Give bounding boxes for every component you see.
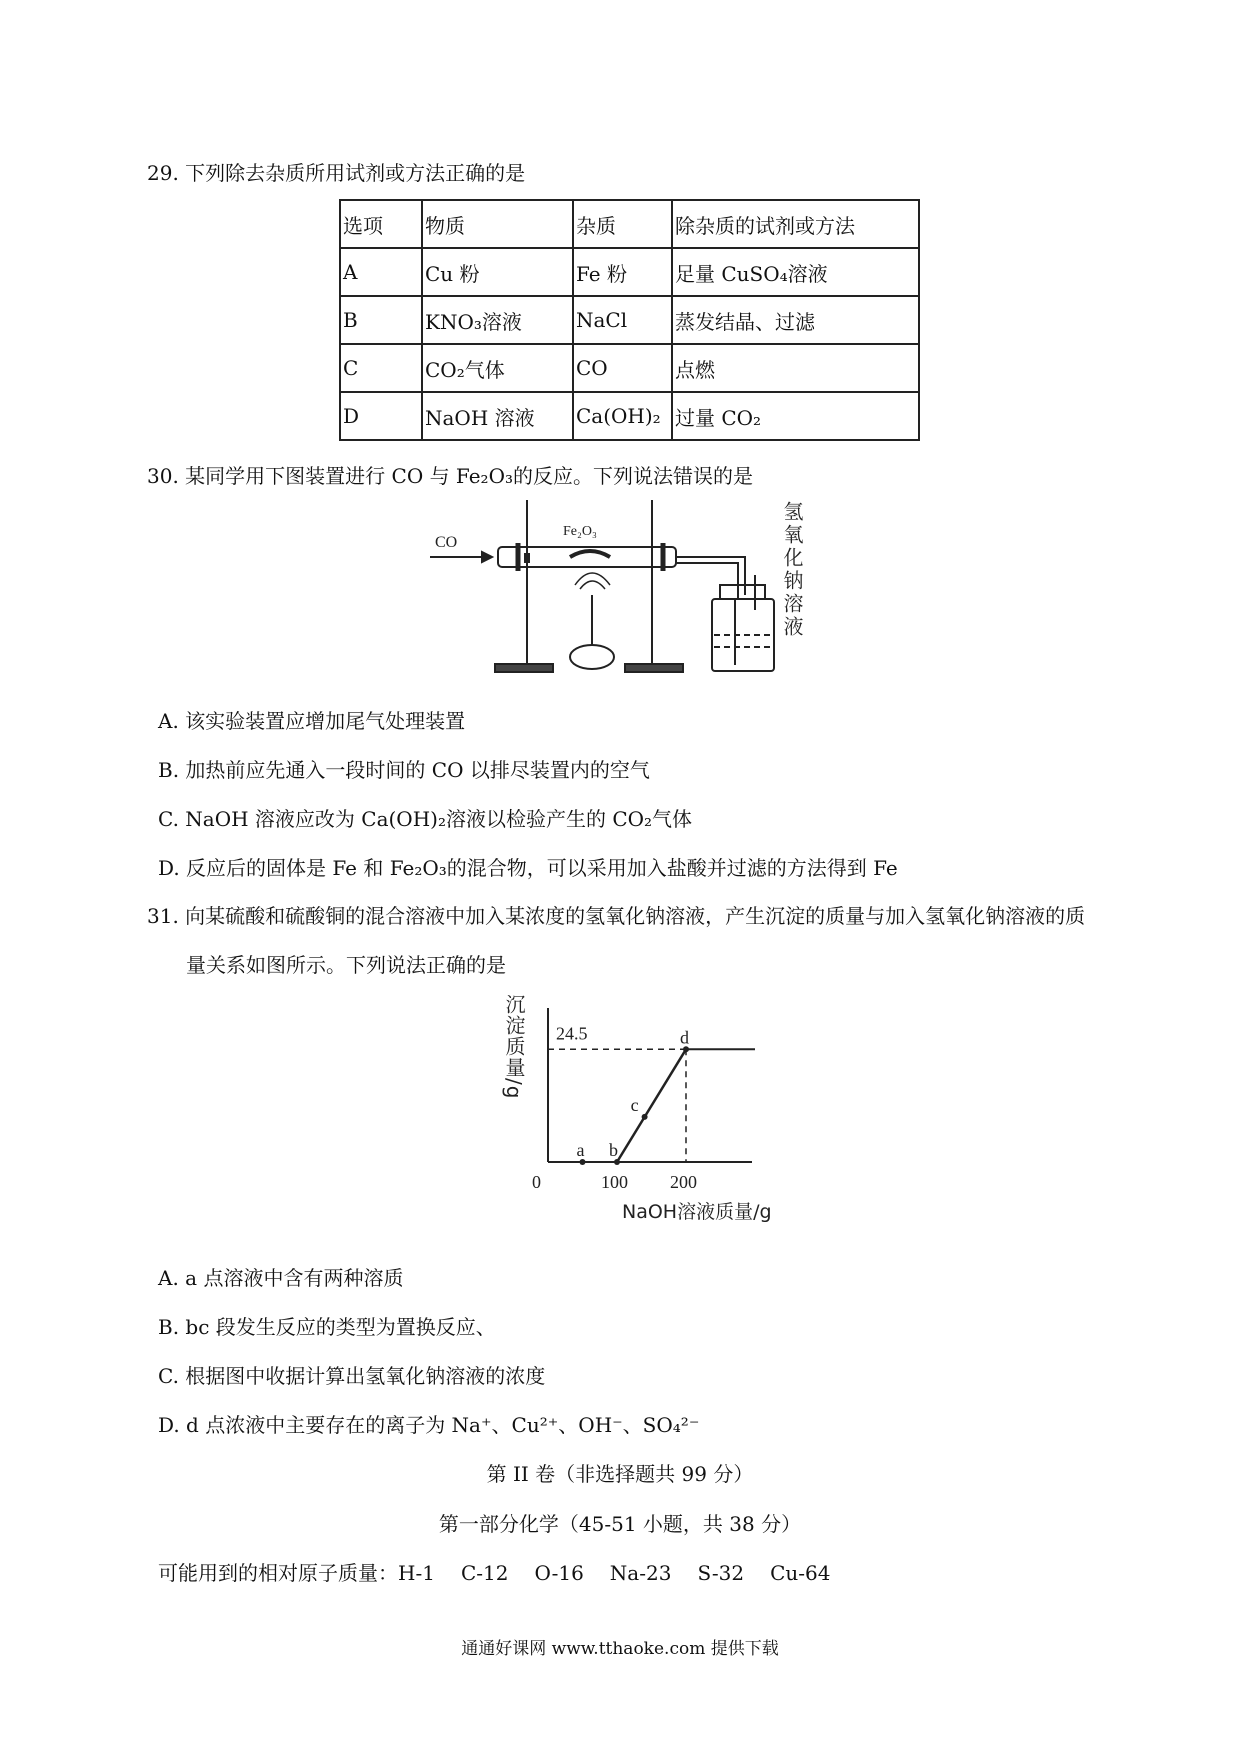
burner-base bbox=[570, 645, 614, 669]
bottle-stopper bbox=[720, 585, 765, 599]
table-header-cell: 杂质 bbox=[573, 200, 672, 248]
impurity-table bbox=[339, 199, 920, 441]
point-label-c: c bbox=[630, 1094, 639, 1115]
table-cell: C bbox=[340, 344, 422, 392]
fe2o3-powder bbox=[570, 551, 610, 557]
gas-label: CO bbox=[435, 534, 458, 551]
table-cell: 点燃 bbox=[672, 344, 919, 392]
graph-xlabel: NaOH溶液质量/g bbox=[622, 1201, 772, 1223]
precipitate-graph bbox=[500, 990, 820, 1230]
atomic-mass: Cu-64 bbox=[770, 1561, 831, 1585]
table-cell: 足量 CuSO₄溶液 bbox=[672, 248, 919, 296]
question-29-stem: 29. 下列除去杂质所用试剂或方法正确的是 bbox=[147, 161, 526, 185]
delivery-tube-inner bbox=[676, 563, 738, 600]
tube-label: Fe₂O₃ bbox=[563, 524, 597, 539]
table-header-cell: 物质 bbox=[422, 200, 573, 248]
point-c bbox=[642, 1114, 648, 1120]
question-31-option-b: B. bc 段发生反应的类型为置换反应、 bbox=[158, 1315, 496, 1339]
table-row bbox=[340, 248, 919, 296]
stand-base-right bbox=[625, 664, 683, 672]
question-30-option-a: A. 该实验装置应增加尾气处理装置 bbox=[158, 709, 466, 733]
point-label-b: b bbox=[609, 1140, 618, 1160]
stand-base-left bbox=[495, 664, 553, 672]
table-cell: KNO₃溶液 bbox=[422, 296, 573, 344]
table-cell: NaCl bbox=[573, 296, 672, 344]
question-31-option-d: D. d 点浓液中主要存在的离子为 Na⁺、Cu²⁺、OH⁻、SO₄²⁻ bbox=[158, 1413, 700, 1437]
page-footer: 通通好课网 www.tthaoke.com 提供下载 bbox=[461, 1639, 779, 1659]
table-cell: NaOH 溶液 bbox=[422, 392, 573, 440]
table-row bbox=[340, 344, 919, 392]
point-label-a: a bbox=[576, 1140, 585, 1160]
table-header-row bbox=[340, 200, 919, 248]
atomic-masses-line bbox=[158, 1560, 856, 1586]
point-label-d: d bbox=[680, 1027, 689, 1048]
rising-segment bbox=[617, 1049, 686, 1162]
table-cell: Fe 粉 bbox=[573, 248, 672, 296]
table-header-cell: 选项 bbox=[340, 200, 422, 248]
table-cell: Cu 粉 bbox=[422, 248, 573, 296]
section-title: 第 II 卷（非选择题共 99 分） bbox=[486, 1462, 754, 1486]
bottle-label: 氢氧化钠溶液 bbox=[780, 501, 804, 639]
question-31-option-c: C. 根据图中收据计算出氢氧化钠溶液的浓度 bbox=[158, 1364, 546, 1388]
table-cell: CO₂气体 bbox=[422, 344, 573, 392]
question-30-option-d: D. 反应后的固体是 Fe 和 Fe₂O₃的混合物，可以采用加入盐酸并过滤的方法得到 Fe bbox=[158, 856, 898, 880]
table-cell: D bbox=[340, 392, 422, 440]
question-31-stem-line-1: 31. 向某硫酸和硫酸铜的混合溶液中加入某浓度的氢氧化钠溶液，产生沉淀的质量与加入氢氧化钠溶液的质 bbox=[147, 904, 1086, 928]
atomic-mass: C-12 bbox=[460, 1561, 509, 1585]
graph-ylabel: 沉淀质量/g bbox=[502, 994, 526, 1100]
xtick-label: 200 bbox=[670, 1172, 697, 1192]
table-row bbox=[340, 392, 919, 440]
apparatus-figure bbox=[420, 495, 820, 680]
table-cell: 过量 CO₂ bbox=[672, 392, 919, 440]
arrow-head bbox=[482, 552, 492, 562]
atomic-mass: O-16 bbox=[534, 1561, 584, 1585]
table-cell: Ca(OH)₂ bbox=[573, 392, 672, 440]
question-30-option-c: C. NaOH 溶液应改为 Ca(OH)₂溶液以检验产生的 CO₂气体 bbox=[158, 807, 693, 831]
atomic-mass: S-32 bbox=[697, 1561, 745, 1585]
table-cell: B bbox=[340, 296, 422, 344]
table-cell: A bbox=[340, 248, 422, 296]
atomic-masses-label: 可能用到的相对原子质量： bbox=[158, 1561, 398, 1585]
table-cell: CO bbox=[573, 344, 672, 392]
flame bbox=[575, 573, 610, 589]
table-row bbox=[340, 296, 919, 344]
table-header-cell: 除杂质的试剂或方法 bbox=[672, 200, 919, 248]
section-subtitle: 第一部分化学（45-51 小题，共 38 分） bbox=[438, 1512, 802, 1536]
question-31-option-a: A. a 点溶液中含有两种溶质 bbox=[158, 1266, 404, 1290]
question-30-stem: 30. 某同学用下图装置进行 CO 与 Fe₂O₃的反应。下列说法错误的是 bbox=[147, 464, 753, 488]
ytick-label: 24.5 bbox=[556, 1023, 588, 1044]
question-31-stem-line-2: 量关系如图所示。下列说法正确的是 bbox=[186, 953, 506, 977]
origin-label: 0 bbox=[532, 1172, 541, 1192]
atomic-mass: Na-23 bbox=[609, 1561, 672, 1585]
question-30-option-b: B. 加热前应先通入一段时间的 CO 以排尽装置内的空气 bbox=[158, 758, 650, 782]
atomic-mass: H-1 bbox=[398, 1561, 435, 1585]
xtick-label: 100 bbox=[601, 1172, 628, 1192]
table-cell: 蒸发结晶、过滤 bbox=[672, 296, 919, 344]
